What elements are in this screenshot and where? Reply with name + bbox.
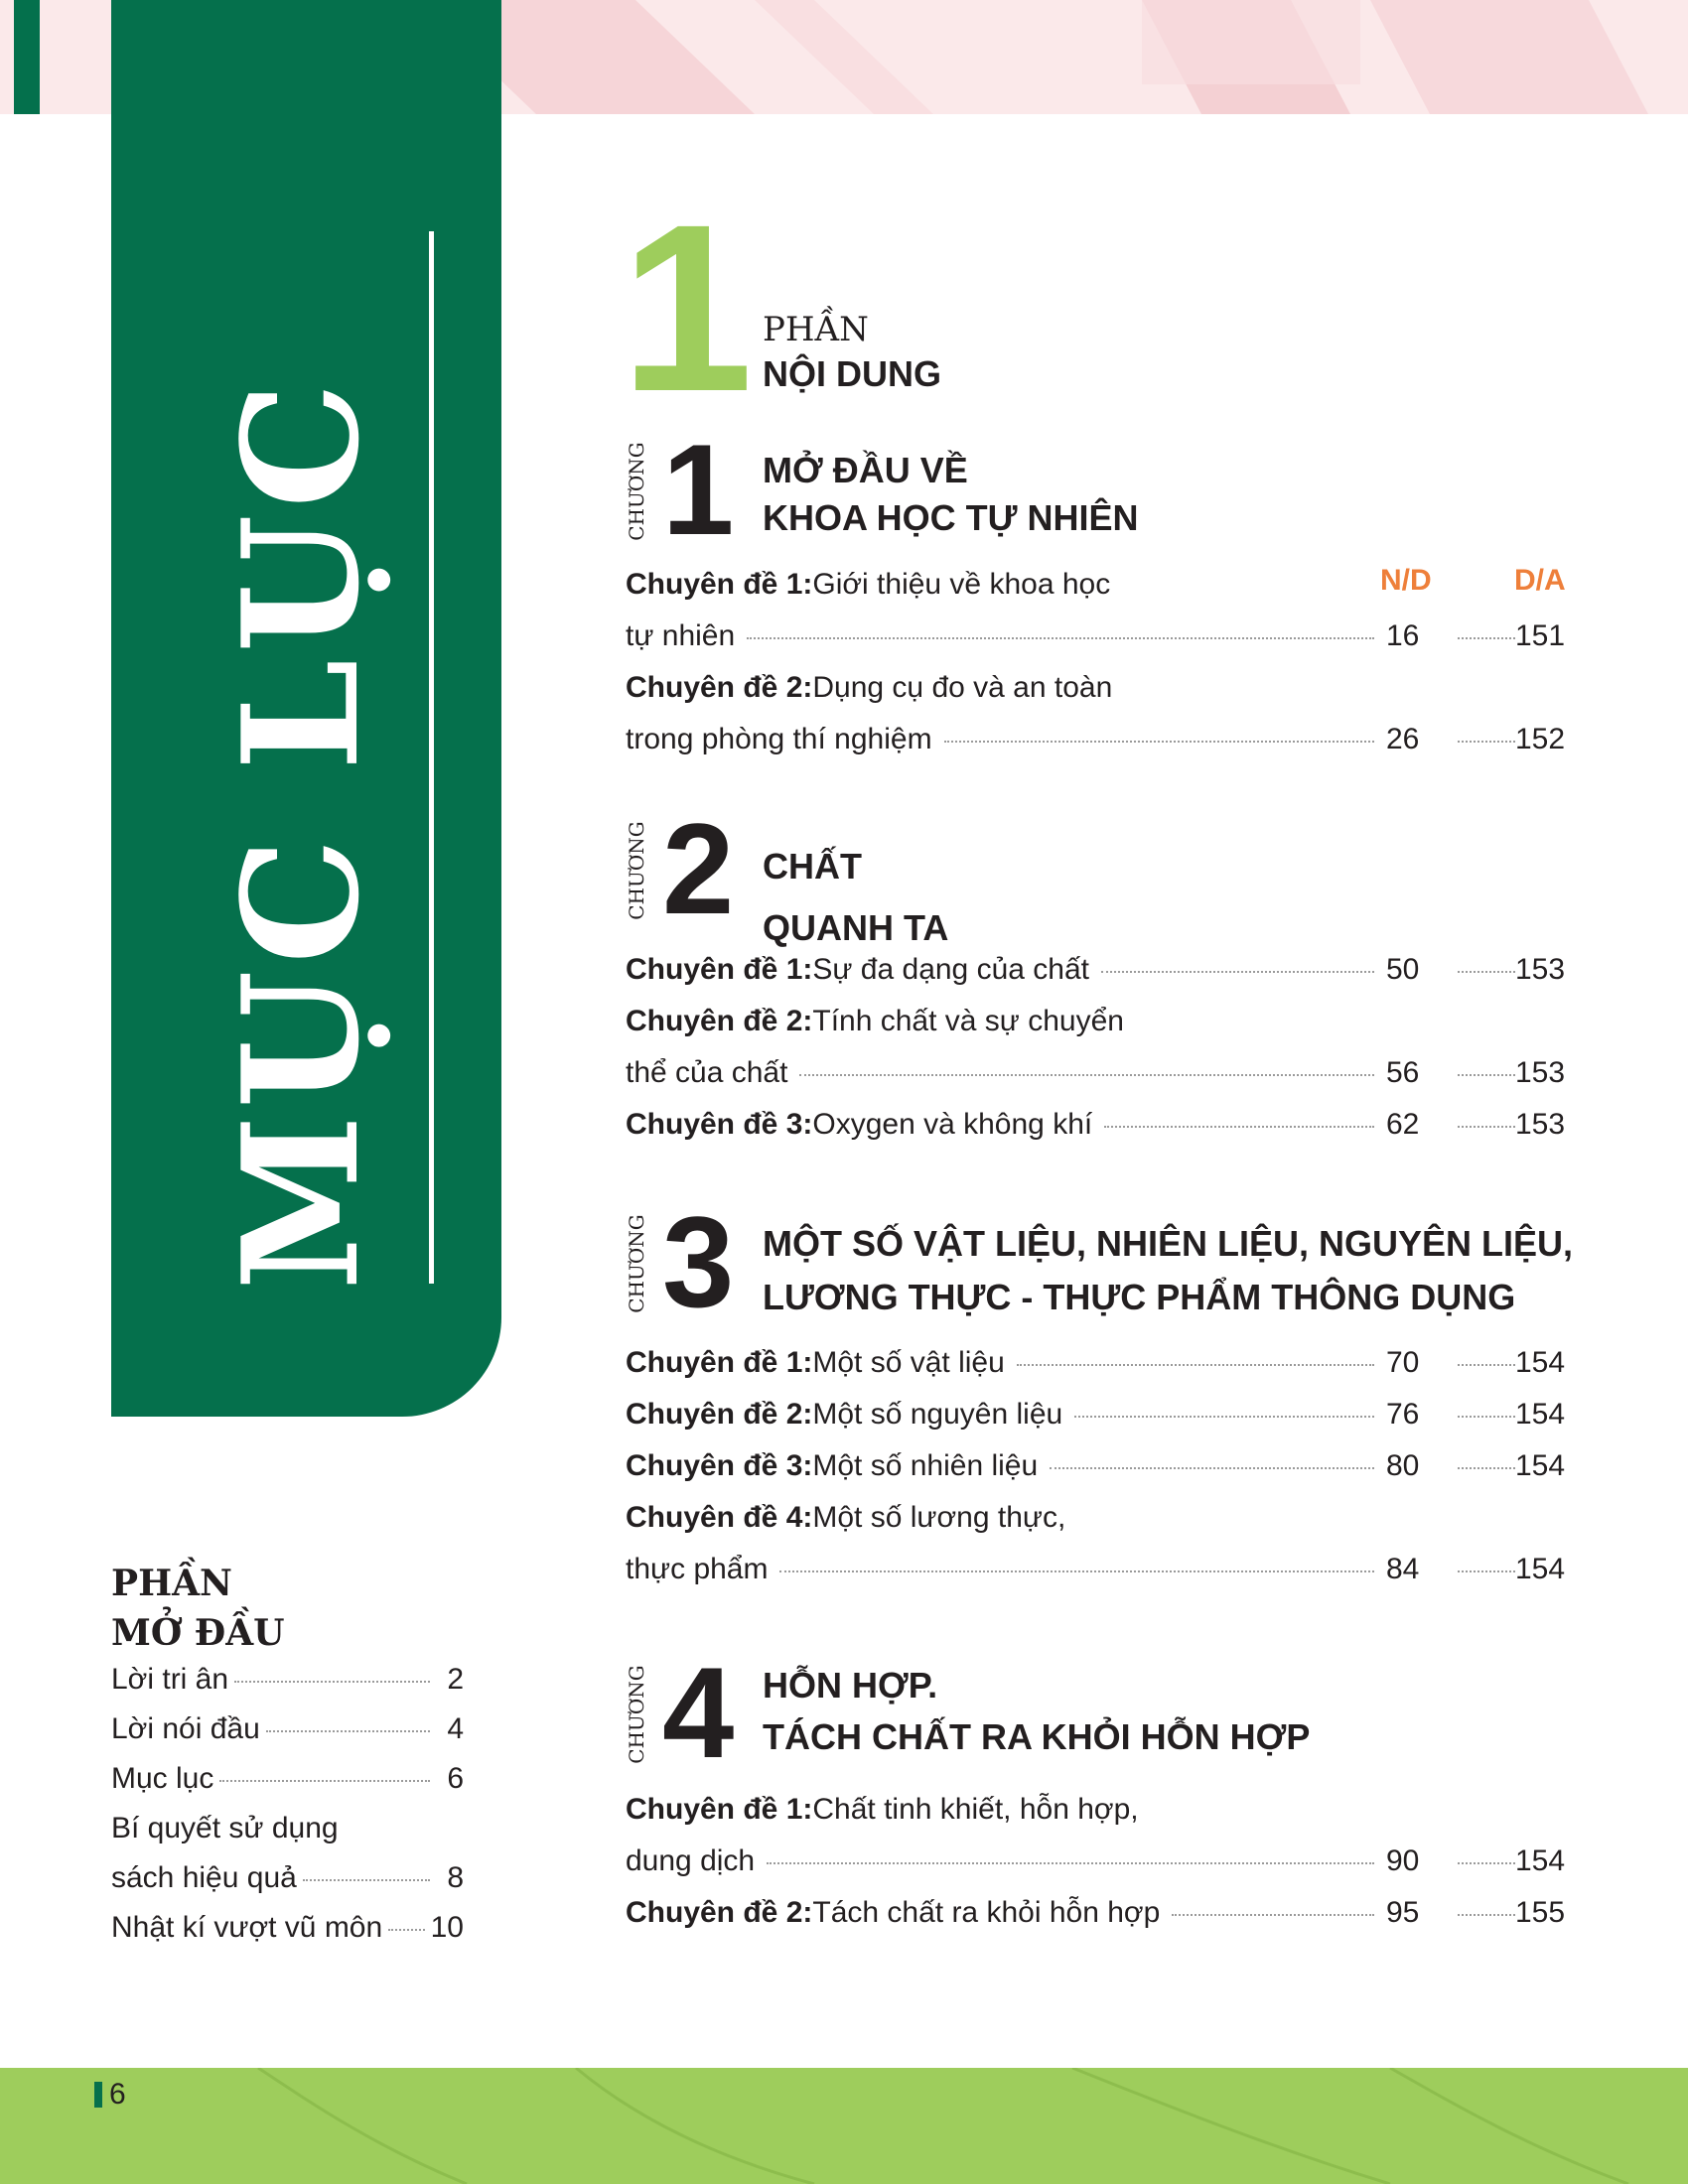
entry-text: thực phẩm xyxy=(626,1553,769,1585)
toc-entry[interactable] xyxy=(626,1398,1579,1449)
leader-dots xyxy=(1050,1467,1374,1469)
chapter-4 xyxy=(625,1640,1579,1948)
toc-entry[interactable] xyxy=(626,1896,1579,1948)
leader-dots xyxy=(1172,1914,1374,1916)
intro-item[interactable] xyxy=(111,1712,464,1762)
chapter-1 xyxy=(625,417,1579,774)
intro-item[interactable] xyxy=(111,1812,464,1861)
chapter-title-line1: MỘT SỐ VẬT LIỆU, NHIÊN LIỆU, NGUYÊN LIỆU, xyxy=(763,1223,1574,1264)
intro-item-label: Nhật kí vượt vũ môn xyxy=(111,1911,383,1944)
bottom-decorative-band xyxy=(0,2068,1688,2184)
toc-entry[interactable] xyxy=(626,1346,1579,1398)
intro-item-page: 8 xyxy=(447,1861,464,1894)
entry-da-page: 154 xyxy=(1515,1844,1566,1877)
chapter-title-line1: CHẤT xyxy=(763,846,862,887)
leader-dots xyxy=(1458,1570,1515,1572)
intro-item[interactable] xyxy=(111,1911,464,1961)
entry-text: tự nhiên xyxy=(626,619,736,652)
chapter-title xyxy=(763,836,948,959)
entry-nd-page: 50 xyxy=(1386,953,1420,986)
toc-entry[interactable] xyxy=(626,1844,1579,1896)
chapter-label: CHƯƠNG xyxy=(625,1665,648,1764)
intro-item-label: Lời nói đầu xyxy=(111,1712,260,1745)
entry-text: Tách chất ra khỏi hỗn hợp xyxy=(812,1896,1161,1929)
leader-dots xyxy=(1458,1416,1515,1418)
entry-nd-page: 76 xyxy=(1386,1398,1420,1431)
chapter-header xyxy=(625,1189,1579,1338)
leader-dots xyxy=(266,1730,430,1732)
toc-entry[interactable] xyxy=(626,1108,1579,1160)
intro-title-line2: MỞ ĐẦU xyxy=(111,1612,285,1654)
chapter-number: 3 xyxy=(662,1189,735,1334)
leader-dots xyxy=(1074,1416,1374,1418)
toc-entry[interactable] xyxy=(626,1553,1579,1604)
entry-da-page: 155 xyxy=(1515,1896,1566,1929)
chapter-title-line1: MỞ ĐẦU VỀ xyxy=(763,450,968,490)
leader-dots xyxy=(1458,1862,1515,1864)
intro-item-page: 4 xyxy=(447,1712,464,1745)
entry-prefix: Chuyên đề 4: xyxy=(626,1501,813,1534)
entry-da-page: 153 xyxy=(1515,1108,1566,1141)
leader-dots xyxy=(1458,1074,1515,1076)
toc-entry[interactable] xyxy=(626,568,1579,619)
entry-da-page: 154 xyxy=(1515,1449,1566,1482)
toc-entry[interactable] xyxy=(626,723,1579,774)
entry-da-page: 153 xyxy=(1515,1056,1566,1089)
entry-text: thể của chất xyxy=(626,1056,788,1089)
entry-da-page: 154 xyxy=(1515,1553,1566,1585)
entry-text: Tính chất và sự chuyển xyxy=(812,1005,1124,1037)
leader-dots xyxy=(779,1570,1374,1572)
toc-entry[interactable] xyxy=(626,1449,1579,1501)
entry-text: Một số lương thực, xyxy=(812,1501,1066,1534)
chapter-title xyxy=(763,447,1139,542)
entry-text: Sự đa dạng của chất xyxy=(812,953,1089,986)
intro-section-title xyxy=(111,1559,285,1658)
intro-item-label: Lời tri ân xyxy=(111,1663,229,1696)
entry-prefix: Chuyên đề 3: xyxy=(626,1449,813,1482)
toc-entry[interactable] xyxy=(626,1793,1579,1844)
leader-dots xyxy=(303,1879,430,1881)
intro-list xyxy=(111,1663,464,1961)
leader-dots xyxy=(1458,1914,1515,1916)
toc-entry[interactable] xyxy=(626,671,1579,723)
leader-dots xyxy=(799,1074,1374,1076)
entry-text: Chất tinh khiết, hỗn hợp, xyxy=(812,1793,1139,1826)
entry-prefix: Chuyên đề 3: xyxy=(626,1108,813,1141)
leader-dots xyxy=(1458,637,1515,639)
leader-dots xyxy=(1458,1467,1515,1469)
entry-da-page: 154 xyxy=(1515,1346,1566,1379)
chapter-2 xyxy=(625,796,1579,1160)
intro-item-label: Bí quyết sử dụng xyxy=(111,1812,339,1844)
leader-dots xyxy=(747,637,1374,639)
chapter-number: 2 xyxy=(662,796,735,941)
intro-item-label: sách hiệu quả xyxy=(111,1861,297,1894)
intro-item[interactable] xyxy=(111,1663,464,1712)
entry-da-page: 151 xyxy=(1515,619,1566,652)
entry-nd-page: 26 xyxy=(1386,723,1420,755)
leader-dots xyxy=(388,1929,424,1931)
column-heading-da: D/A xyxy=(1514,564,1566,597)
entry-nd-page: 56 xyxy=(1386,1056,1420,1089)
chapter-label: CHƯƠNG xyxy=(625,442,648,541)
toc-entry[interactable] xyxy=(626,1501,1579,1553)
entry-prefix: Chuyên đề 2: xyxy=(626,1398,813,1431)
chapter-title-line2: QUANH TA xyxy=(763,907,949,948)
entry-text: Một số nhiên liệu xyxy=(812,1449,1039,1482)
leader-dots xyxy=(767,1862,1374,1864)
entry-nd-page: 90 xyxy=(1386,1844,1420,1877)
leader-dots xyxy=(1458,971,1515,973)
chapter-label: CHƯƠNG xyxy=(625,821,648,920)
leader-dots xyxy=(1458,741,1515,743)
leader-dots xyxy=(1101,971,1374,973)
intro-item-page: 10 xyxy=(430,1911,464,1944)
entry-text: Giới thiệu về khoa học xyxy=(812,568,1111,601)
part-label: PHẦN xyxy=(763,310,869,349)
entry-nd-page: 84 xyxy=(1386,1553,1420,1585)
entry-text: Một số nguyên liệu xyxy=(812,1398,1063,1431)
chapter-number: 1 xyxy=(662,417,735,562)
entry-da-page: 153 xyxy=(1515,953,1566,986)
entry-prefix: Chuyên đề 1: xyxy=(626,568,813,601)
page-number-marker xyxy=(94,2082,102,2108)
toc-entry[interactable] xyxy=(626,619,1579,671)
chapter-title xyxy=(763,1217,1573,1324)
entry-text: Dụng cụ đo và an toàn xyxy=(812,671,1113,704)
leader-dots xyxy=(234,1681,430,1683)
chapter-3 xyxy=(625,1189,1579,1604)
intro-item[interactable] xyxy=(111,1861,464,1911)
entry-da-page: 152 xyxy=(1515,723,1566,755)
page-number: 6 xyxy=(109,2078,126,2111)
entry-text: dung dịch xyxy=(626,1844,756,1877)
leader-dots xyxy=(1458,1364,1515,1366)
entry-nd-page: 80 xyxy=(1386,1449,1420,1482)
toc-entry[interactable] xyxy=(626,1005,1579,1056)
top-accent-bar xyxy=(14,0,40,114)
part-number: 1 xyxy=(621,175,754,441)
entry-nd-page: 95 xyxy=(1386,1896,1420,1929)
column-heading-nd: N/D xyxy=(1380,564,1432,597)
entry-nd-page: 62 xyxy=(1386,1108,1420,1141)
chapter-header xyxy=(625,796,1579,948)
leader-dots xyxy=(1017,1364,1374,1366)
intro-item-page: 6 xyxy=(447,1762,464,1795)
leader-dots xyxy=(219,1780,430,1782)
chapter-title-line2: KHOA HỌC TỰ NHIÊN xyxy=(763,497,1139,538)
chapter-title-line2: LƯƠNG THỰC - THỰC PHẨM THÔNG DỤNG xyxy=(763,1277,1516,1317)
chapter-number: 4 xyxy=(662,1640,735,1785)
entry-prefix: Chuyên đề 2: xyxy=(626,1005,813,1037)
entry-prefix: Chuyên đề 1: xyxy=(626,953,813,986)
leader-dots xyxy=(1104,1126,1374,1128)
entry-nd-page: 70 xyxy=(1386,1346,1420,1379)
toc-entry[interactable] xyxy=(626,1056,1579,1108)
chapter-label: CHƯƠNG xyxy=(625,1214,648,1313)
chapter-header xyxy=(625,417,1579,566)
entry-text: Một số vật liệu xyxy=(812,1346,1005,1379)
intro-item-label: Mục lục xyxy=(111,1762,214,1795)
intro-item-page: 2 xyxy=(447,1663,464,1696)
part-title: NỘI DUNG xyxy=(763,353,941,394)
entry-nd-page: 16 xyxy=(1386,619,1420,652)
entry-da-page: 154 xyxy=(1515,1398,1566,1431)
chapter-title-line2: TÁCH CHẤT RA KHỎI HỖN HỢP xyxy=(763,1716,1311,1757)
chapter-header xyxy=(625,1640,1579,1789)
entry-text: trong phòng thí nghiệm xyxy=(626,723,932,755)
title-rule xyxy=(429,231,434,1284)
bottom-band-pattern xyxy=(0,2068,1688,2184)
leader-dots xyxy=(1458,1126,1515,1128)
leader-dots xyxy=(944,741,1374,743)
chapter-title-line1: HỖN HỢP. xyxy=(763,1665,938,1706)
toc-title: MỤC LỤC xyxy=(208,375,394,1291)
entry-prefix: Chuyên đề 2: xyxy=(626,671,813,704)
intro-title-line1: PHẦN xyxy=(111,1563,232,1604)
intro-item[interactable] xyxy=(111,1762,464,1812)
entry-prefix: Chuyên đề 2: xyxy=(626,1896,813,1929)
entry-text: Oxygen và không khí xyxy=(812,1108,1093,1141)
toc-entry[interactable] xyxy=(626,953,1579,1005)
entry-prefix: Chuyên đề 1: xyxy=(626,1793,813,1826)
chapter-title xyxy=(763,1660,1310,1763)
entry-prefix: Chuyên đề 1: xyxy=(626,1346,813,1379)
